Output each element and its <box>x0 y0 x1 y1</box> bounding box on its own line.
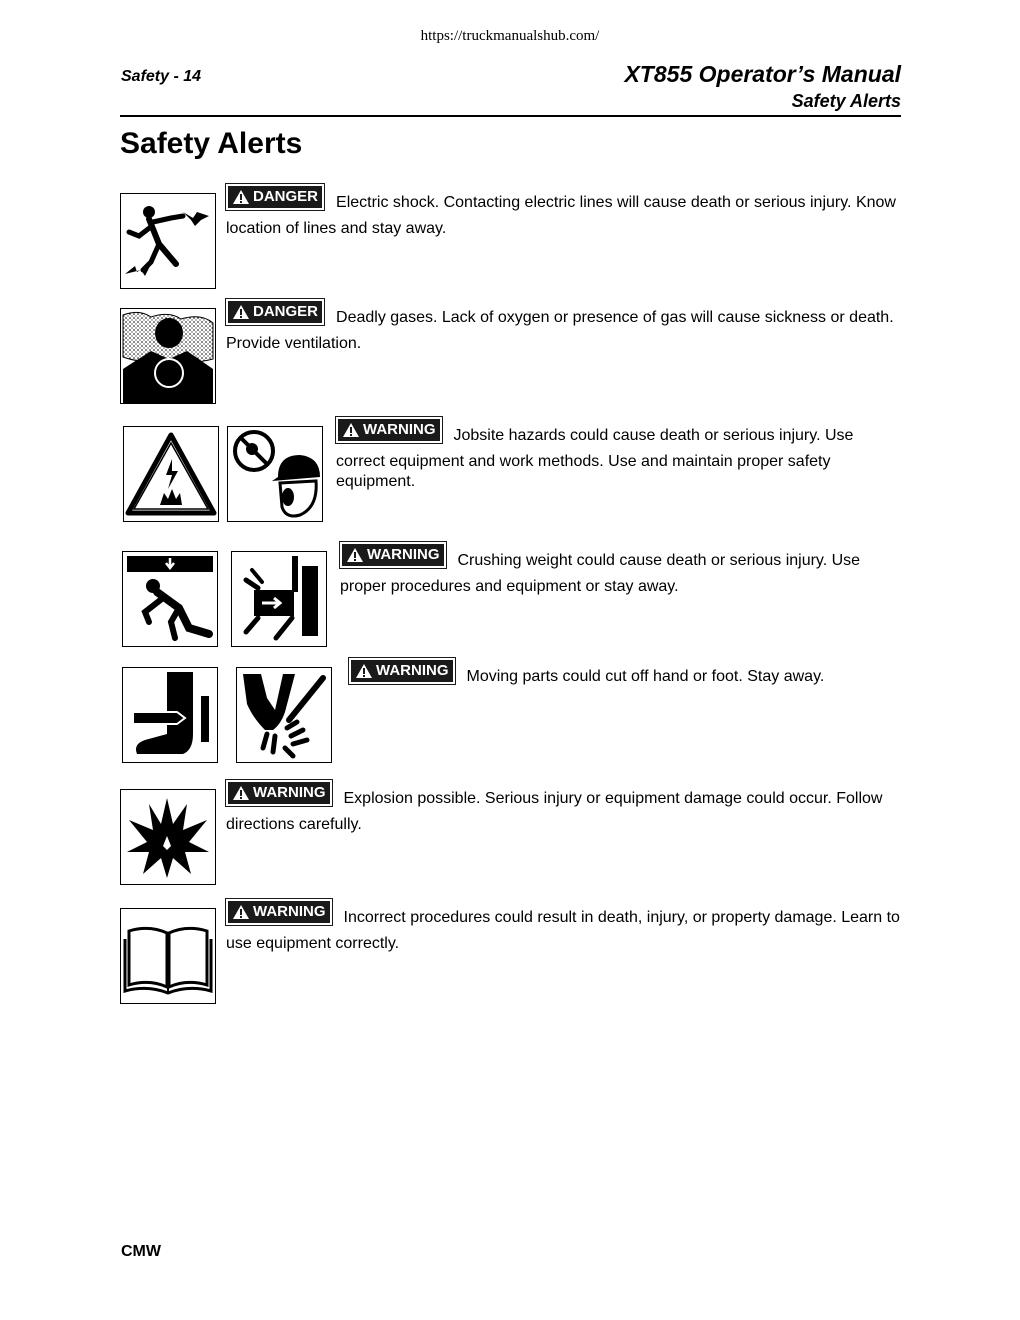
badge-label: WARNING <box>253 903 326 920</box>
header-rule <box>120 115 901 117</box>
manual-title: XT855 Operator’s Manual <box>624 61 901 87</box>
warning-badge <box>336 417 442 443</box>
alert-text <box>226 784 901 835</box>
warning-triangle-icon <box>232 785 250 801</box>
badge-label: WARNING <box>376 662 449 679</box>
warning-badge <box>349 658 455 684</box>
alert-message: Electric shock. Contacting electric lines will cause death or serious injury. Know location of lines and stay away. <box>226 194 896 237</box>
badge-label: WARNING <box>363 421 436 438</box>
falling-weight-icon <box>122 551 218 647</box>
alert-message: Moving parts could cut off hand or foot. Stay away. <box>466 668 825 685</box>
alert-text <box>226 903 901 954</box>
electrical-hazard-triangle-icon <box>123 426 219 522</box>
alert-message: Jobsite hazards could cause death or serious injury. Use correct equipment and work methods. Use and maintain proper safety equipment. <box>336 427 854 490</box>
warning-badge <box>340 542 446 568</box>
protective-equipment-icon <box>227 426 323 522</box>
alert-message: Crushing weight could cause death or serious injury. Use proper procedures and equipment or stay away. <box>340 552 861 595</box>
alert-text <box>226 188 901 239</box>
warning-triangle-icon <box>346 547 364 563</box>
warning-triangle-icon <box>232 189 250 205</box>
foot-cut-icon <box>122 667 218 763</box>
alert-text <box>226 303 901 354</box>
warning-triangle-icon <box>232 304 250 320</box>
crush-hazard-icon <box>231 551 327 647</box>
badge-label: DANGER <box>253 303 319 320</box>
alert-text <box>340 546 901 597</box>
footer-mark: CMW <box>121 1243 161 1260</box>
page-label: Safety - 14 <box>121 68 202 85</box>
warning-badge <box>226 899 332 925</box>
read-manual-icon <box>120 908 216 1004</box>
alert-text <box>336 421 901 492</box>
electric-shock-icon <box>120 193 216 289</box>
alert-message: Incorrect procedures could result in death, injury, or property damage. Learn to use equipment correctly. <box>226 909 900 952</box>
warning-triangle-icon <box>355 663 373 679</box>
page-heading: Safety Alerts <box>120 127 303 160</box>
warning-triangle-icon <box>232 904 250 920</box>
hand-cut-icon <box>236 667 332 763</box>
alert-message: Explosion possible. Serious injury or equipment damage could occur. Follow directions carefully. <box>226 790 883 833</box>
section-title: Safety Alerts <box>791 91 901 111</box>
alert-message: Deadly gases. Lack of oxygen or presence of gas will cause sickness or death. Provide ventilation. <box>226 309 894 352</box>
danger-badge <box>226 299 324 325</box>
explosion-icon <box>120 789 216 885</box>
source-url: https://truckmanualshub.com/ <box>420 28 600 44</box>
warning-badge <box>226 780 332 806</box>
badge-label: WARNING <box>367 546 440 563</box>
warning-triangle-icon <box>342 422 360 438</box>
deadly-gas-icon <box>120 308 216 404</box>
danger-badge <box>226 184 324 210</box>
alert-text <box>349 662 901 693</box>
badge-label: DANGER <box>253 188 319 205</box>
badge-label: WARNING <box>253 784 326 801</box>
